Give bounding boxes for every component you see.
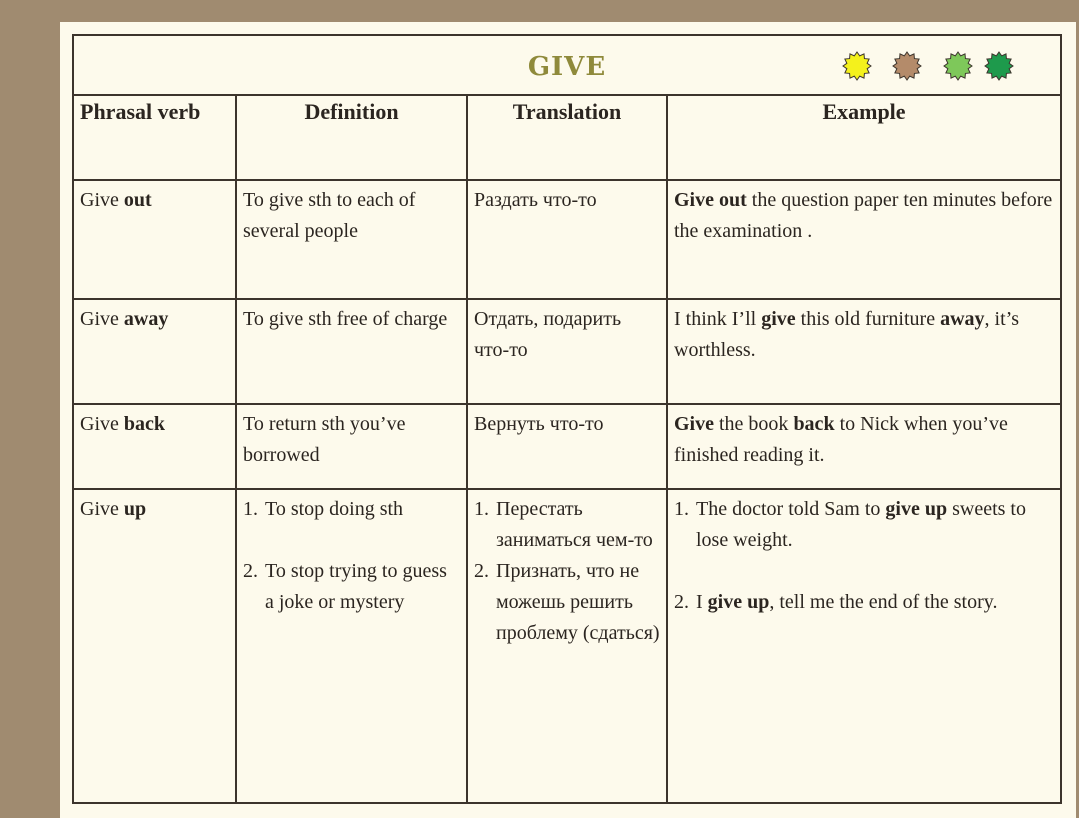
table-row-example: Give out the question paper ten minutes before the examination . — [674, 189, 1053, 242]
gear-icon — [943, 51, 973, 81]
gear-icon — [842, 51, 872, 81]
header-translation: Translation — [512, 99, 622, 124]
phrasal-verb-table — [72, 34, 1062, 804]
gear-decorations — [842, 51, 1022, 81]
table-row-translation — [468, 490, 666, 653]
list-item: 1. Перестать заниматься чем-то — [474, 498, 653, 551]
table-grid — [74, 94, 1060, 802]
table-row-definition — [237, 490, 466, 622]
table-row-verb: Give away — [80, 308, 169, 330]
table-row-verb: Give back — [80, 413, 166, 435]
header-example: Example — [822, 99, 906, 124]
table-row-verb: Give up — [80, 498, 147, 520]
table-title: GIVE — [527, 52, 607, 82]
list-item: 1. The doctor told Sam to give up sweets to lose weight. — [674, 498, 1026, 551]
table-row-example: I think I’ll give this old furniture away, it’s worthless. — [674, 308, 1019, 361]
table-row-definition: To give sth free of charge — [243, 308, 448, 330]
header-definition: Definition — [304, 99, 399, 124]
header-phrasal-verb: Phrasal verb — [80, 99, 201, 124]
gear-icon — [984, 51, 1014, 81]
table-row-definition: To give sth to each of several people — [243, 189, 416, 242]
table-row-example: Give the book back to Nick when you’ve finished reading it. — [674, 413, 1008, 466]
list-item: 2. I give up, tell me the end of the story. — [674, 591, 998, 613]
table-row-verb: Give out — [80, 189, 152, 211]
gear-icon — [892, 51, 922, 81]
table-row-translation: Отдать, подарить что-то — [474, 308, 622, 361]
table-row-example — [668, 490, 1060, 622]
list-item: 1. To stop doing sth — [243, 498, 404, 520]
list-item: 2. Признать, что не можешь решить проблему (сдаться) — [474, 560, 660, 644]
table-row-definition: To return sth you’ve borrowed — [243, 413, 406, 466]
slide — [60, 22, 1076, 818]
table-row-translation: Раздать что-то — [474, 189, 597, 211]
list-item: 2. To stop trying to guess a joke or mystery — [243, 560, 447, 613]
table-row-translation: Вернуть что-то — [474, 413, 604, 435]
